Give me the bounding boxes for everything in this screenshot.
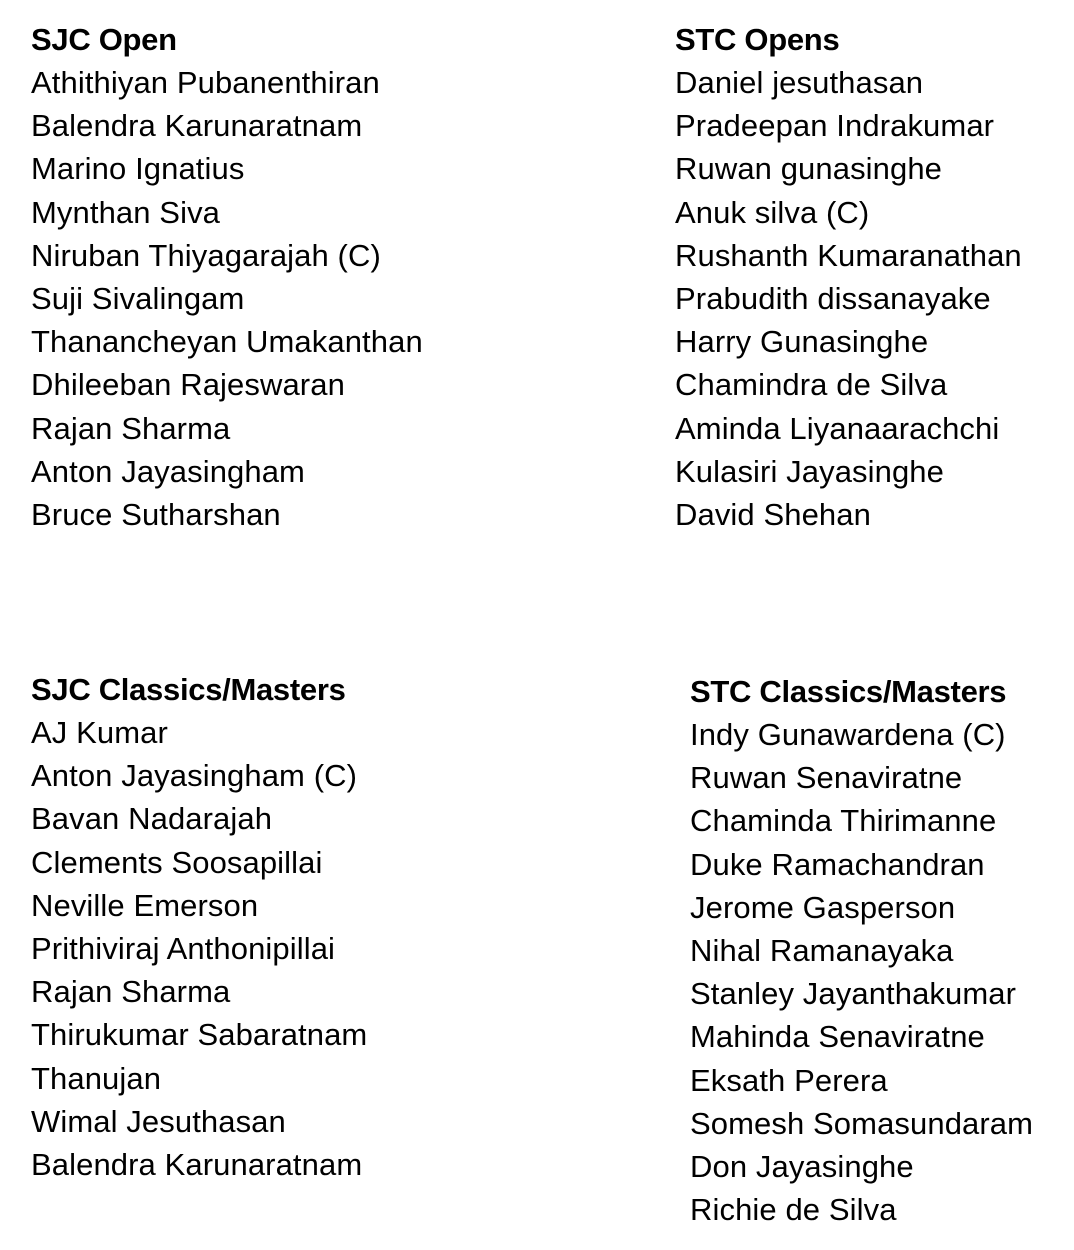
player-name: Marino Ignatius xyxy=(31,151,245,187)
player-name: Thanujan xyxy=(31,1060,162,1096)
player-name: Pradeepan Indrakumar xyxy=(675,108,995,144)
player-name: Nihal Ramanayaka xyxy=(690,932,954,968)
player-name: Anuk silva (C) xyxy=(675,194,870,230)
player-name: Chaminda Thirimanne xyxy=(690,803,997,839)
player-name: AJ Kumar xyxy=(31,715,168,750)
player-name: Anton Jayasingham xyxy=(31,453,305,489)
roster-title: SJC Classics/Masters xyxy=(31,672,346,707)
player-name: Richie de Silva xyxy=(690,1192,897,1228)
player-name: Rajan Sharma xyxy=(31,974,231,1010)
player-name: Ruwan gunasinghe xyxy=(675,151,943,187)
player-name: Dhileeban Rajeswaran xyxy=(31,367,345,403)
sjc-classics-masters-roster xyxy=(31,668,367,1186)
player-name: Bruce Sutharshan xyxy=(31,496,281,532)
player-name: Eksath Perera xyxy=(690,1062,888,1098)
player-name: Thanancheyan Umakanthan xyxy=(31,324,423,360)
player-name: Ruwan Senaviratne xyxy=(690,760,963,796)
player-list xyxy=(31,61,423,536)
stc-opens-roster xyxy=(675,18,1022,536)
player-name: Anton Jayasingham (C) xyxy=(31,758,358,794)
player-list xyxy=(690,713,1033,1231)
player-name: Stanley Jayanthakumar xyxy=(690,976,1017,1012)
player-name: Rushanth Kumaranathan xyxy=(675,237,1022,273)
player-name: Balendra Karunaratnam xyxy=(31,1146,363,1182)
player-name: Chamindra de Silva xyxy=(675,367,948,403)
player-name: Neville Emerson xyxy=(31,887,259,923)
player-name: Bavan Nadarajah xyxy=(31,801,273,837)
player-name: Prabudith dissanayake xyxy=(675,280,991,316)
player-name: Mynthan Siva xyxy=(31,194,221,230)
player-list xyxy=(31,711,367,1186)
player-name: Clements Soosapillai xyxy=(31,844,323,880)
player-name: Suji Sivalingam xyxy=(31,280,245,316)
player-name: Duke Ramachandran xyxy=(690,846,985,882)
player-name: Athithiyan Pubanenthiran xyxy=(31,65,380,100)
player-name: Wimal Jesuthasan xyxy=(31,1103,286,1139)
player-name: Daniel jesuthasan xyxy=(675,65,924,100)
player-name: Indy Gunawardena (C) xyxy=(690,717,1006,752)
player-name: Somesh Somasundaram xyxy=(690,1105,1034,1141)
player-list xyxy=(675,61,1022,536)
roster-title: SJC Open xyxy=(31,22,177,57)
player-name: Harry Gunasinghe xyxy=(675,324,929,360)
player-name: Prithiviraj Anthonipillai xyxy=(31,930,336,966)
player-name: Aminda Liyanaarachchi xyxy=(675,410,1000,446)
roster-title: STC Classics/Masters xyxy=(690,674,1007,709)
player-name: David Shehan xyxy=(675,496,871,532)
player-name: Jerome Gasperson xyxy=(690,889,956,925)
player-name: Niruban Thiyagarajah (C) xyxy=(31,237,381,273)
player-name: Kulasiri Jayasinghe xyxy=(675,453,944,489)
player-name: Thirukumar Sabaratnam xyxy=(31,1017,368,1053)
player-name: Don Jayasinghe xyxy=(690,1148,914,1184)
roster-title: STC Opens xyxy=(675,22,840,57)
player-name: Rajan Sharma xyxy=(31,410,231,446)
sjc-open-roster xyxy=(31,18,423,536)
stc-classics-masters-roster xyxy=(690,670,1033,1231)
player-name: Mahinda Senaviratne xyxy=(690,1019,985,1055)
player-name: Balendra Karunaratnam xyxy=(31,108,363,144)
